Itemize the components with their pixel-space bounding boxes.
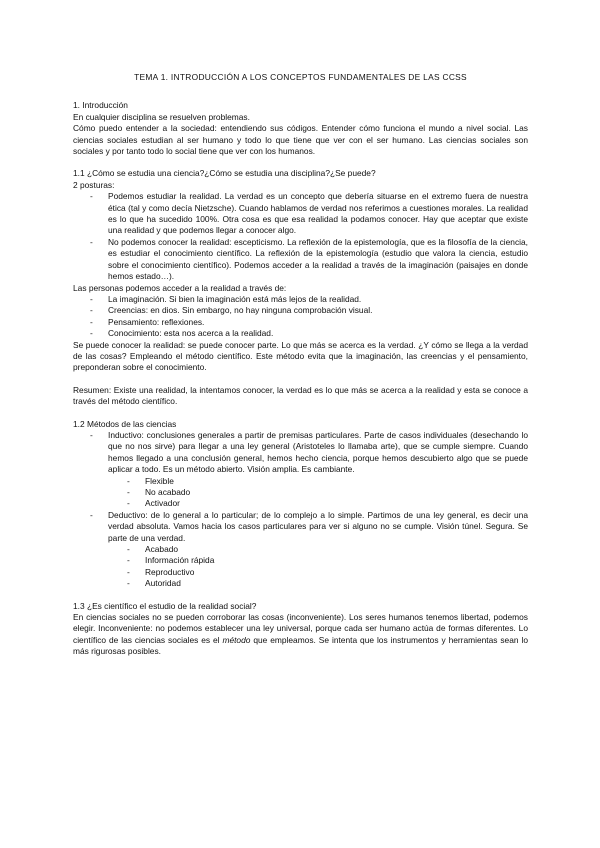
deductive-traits-list — [73, 544, 528, 590]
methods-list — [73, 430, 528, 476]
document-page — [73, 72, 528, 658]
section-1-1-heading: 1.1 ¿Cómo se estudia una ciencia?¿Cómo se estudia una disciplina?¿Se puede? — [73, 168, 376, 179]
list-item: - Información rápida — [73, 555, 528, 566]
section-1-1-paragraph: Se puede conocer la realidad: se puede conocer parte. Lo que más se acerca es la verdad. ¿Y cómo se llega a la verdad de las cosas? Empleando el método científico. Este método evita que la imaginación, las creencias y el pensamiento, preponderan sobre el conocimiento. — [73, 339, 528, 373]
emphasis-method: método — [222, 634, 251, 645]
inductive-traits-list — [73, 476, 528, 510]
list-item: - Creencias: en dios. Sin embargo, no hay ninguna comprobación visual. — [73, 305, 528, 316]
list-item: - Acabado — [73, 544, 528, 555]
section-1-3-heading: 1.3 ¿Es científico el estudio de la realidad social? — [73, 600, 257, 611]
methods-list-2 — [73, 510, 528, 544]
text-part: que empleamos. Se intenta que los instrumentos y herramientas sean lo más rigurosas posibles. — [73, 634, 528, 657]
section-1-heading: 1. Introducción — [73, 100, 128, 111]
inductive-method-item: - Inductivo: conclusiones generales a partir de premisas particulares. Parte de casos individuales (desechando lo que no nos sirve) para llegar a una ley general (Aristoteles lo llamaba arte), que se cumple siempre. Cuando hemos llegado a una conclusión general, hemos hecho ciencia, porque hemos descubierto algo que se puede aplicar a todo. Es un método abierto. Visión amplia. Es cambiante. — [73, 430, 528, 476]
deductive-method-item: - Deductivo: de lo general a lo particular; de lo complejo a lo simple. Partimos de una ley general, es decir una verdad absoluta. Vamos hacia los casos particulares para ver si alguno no se cumple. Visión túnel. Segura. Se parte de una verdad. — [73, 510, 528, 544]
access-intro: Las personas podemos acceder a la realidad a través de: — [73, 282, 287, 293]
postures-list — [73, 191, 528, 282]
section-1-3-paragraph — [73, 612, 528, 658]
list-item: - No acabado — [73, 487, 528, 498]
section-1-paragraph-2: Cómo puedo entender a la sociedad: entendiendo sus códigos. Entender cómo funciona el mundo a nivel social. Las ciencias sociales estudian al ser humano y todo lo que tiene que ver con el ser humano. Las ciencias sociales son sociales y por tanto todo lo social tiene que ver con los humanos. — [73, 123, 528, 157]
text-part: En ciencias sociales no se pueden corroborar las cosas (inconveniente). Los seres humanos tenemos libertad, podemos elegir. Inconveniente: no podemos establecer una ley universal, porque cada ser humano actúa de formas diferentes. Lo científico de las ciencias sociales es el — [73, 612, 528, 645]
list-item: - Autoridad — [73, 578, 528, 589]
list-item: - Activador — [73, 498, 528, 509]
list-item: - No podemos conocer la realidad: escepticismo. La reflexión de la epistemología, que es la filosofía de la ciencia, es estudiar el conocimiento científico. La reflexión de la epistemología (estudio que valora la ciencia, estudio sobre el conocimiento científico). Podemos acceder a la realidad a través de la imaginación (paisajes en donde hemos estado…). — [73, 237, 528, 283]
section-1-2-heading: 1.2 Métodos de las ciencias — [73, 418, 177, 429]
summary-paragraph: Resumen: Existe una realidad, la intentamos conocer, la verdad es lo que más se acerca a la realidad y esta se conoce a través del método científico. — [73, 384, 528, 407]
document-title: TEMA 1. INTRODUCCIÓN A LOS CONCEPTOS FUNDAMENTALES DE LAS CCSS — [134, 72, 467, 82]
access-list — [73, 294, 528, 340]
list-item: - Reproductivo — [73, 567, 528, 578]
list-item: - Podemos estudiar la realidad. La verdad es un concepto que debería situarse en el extremo fuera de nuestra ética (tal y como decía Nietzsche). Cuando hablamos de verdad nos referimos a cuestiones morales. La realidad es lo que ha sucedido 100%. Otra cosa es que esa realidad la podamos conocer. Hay que aceptar que existe una realidad y que podemos llegar a conocer algo. — [73, 191, 528, 237]
list-item: - La imaginación. Si bien la imaginación está más lejos de la realidad. — [73, 294, 528, 305]
postures-intro: 2 posturas: — [73, 179, 115, 190]
list-item: - Conocimiento: esta nos acerca a la realidad. — [73, 328, 528, 339]
section-1-paragraph-1: En cualquier disciplina se resuelven problemas. — [73, 111, 250, 122]
list-item: - Pensamiento: reflexiones. — [73, 317, 528, 328]
list-item: - Flexible — [73, 476, 528, 487]
